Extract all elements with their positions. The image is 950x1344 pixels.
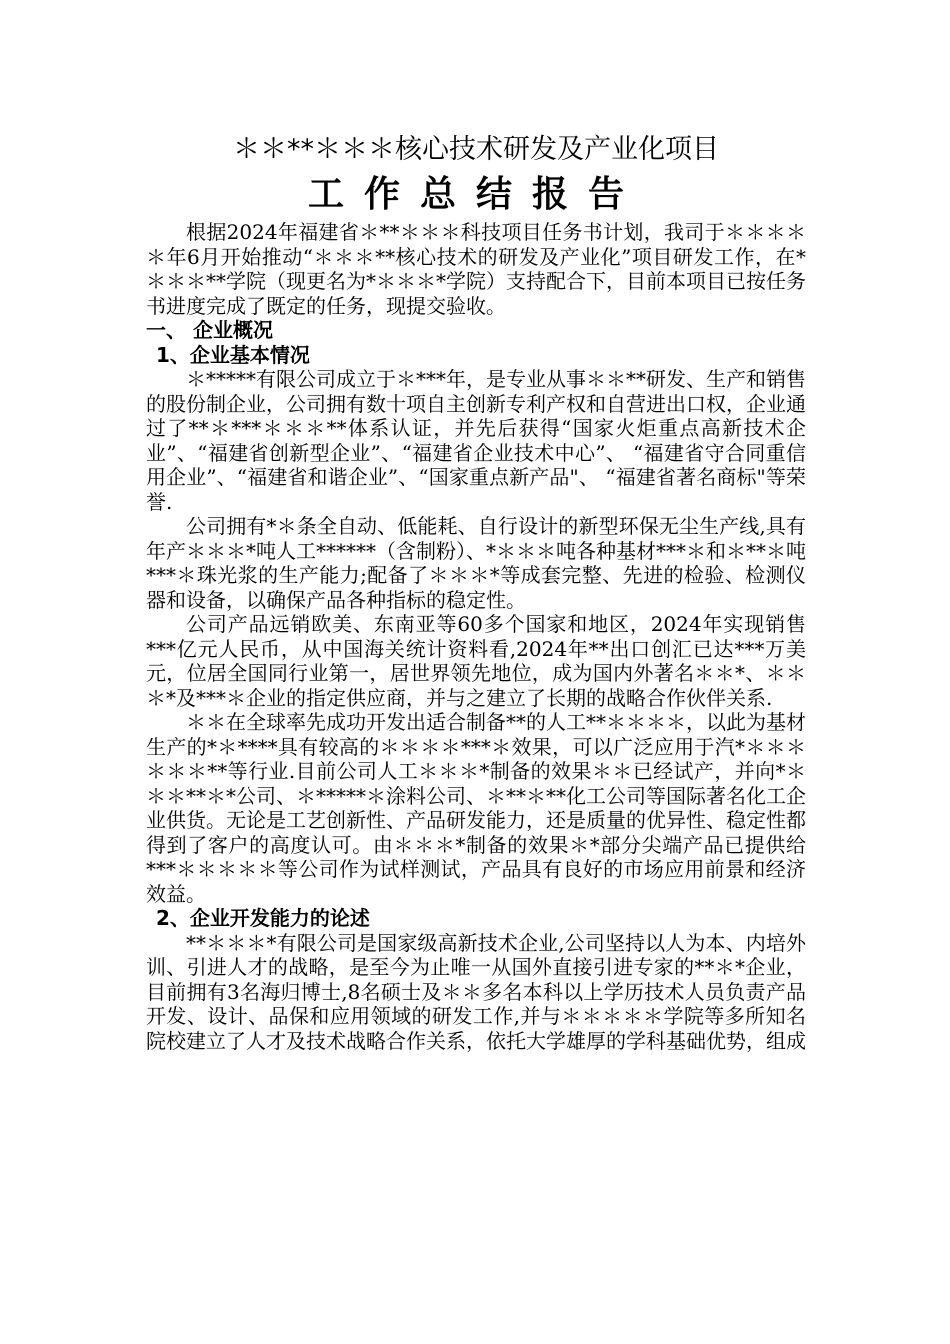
- body-paragraph: 公司产品远销欧美、东南亚等60多个国家和地区，2024年实现销售***亿元人民币，从中国海关统计资料看,2024年**出口创汇已达***万美元，位居全国同行业第一，居世界领先地位，成为国内外著名＊＊*、＊＊＊*及***＊企业的指定供应商，并与之建立了长期的战略合作伙伴关系.: [146, 612, 806, 710]
- document-subtitle: 工作总结报告: [307, 174, 644, 215]
- intro-paragraph: 根据2024年福建省＊**＊＊＊科技项目任务书计划，我司于＊＊＊＊＊年6月开始推动“＊＊＊**核心技术的研发及产业化”项目研发工作，在*＊＊＊**学院（现更名为*＊＊＊*学院）支持配合下，目前本项目已按任务书进度完成了既定的任务，现提交验收。: [146, 220, 806, 318]
- body-paragraph: **＊＊＊*有限公司是国家级高新技术企业,公司坚持以人为本、内培外训、引进人才的战略，是至今为止唯一从国外直接引进专家的**＊*企业，目前拥有3名海归博士,8名硕士及＊＊多名本科以上学历技术人员负责产品开发、设计、品保和应用领域的研发工作,并与＊＊＊＊＊学院等多所知名院校建立了人才及技术战略合作关系，依托大学雄厚的学科基础优势，组成: [146, 930, 806, 1053]
- document-page: [146, 130, 806, 1053]
- document-title: ＊＊**＊＊＊核心技术研发及产业化项目: [233, 134, 719, 165]
- body-paragraph: ＊*****有限公司成立于＊***年，是专业从事＊＊**研发、生产和销售的股份制企业，公司拥有数十项自主创新专利产权和自营进出口权，企业通过了**＊***＊＊＊**体系认证，并先后获得“国家火炬重点高新技术企业”、“福建省创新型企业”、“福建省企业技术中心”、 “福建省守合同重信用企业”、“福建省和谐企业”、“国家重点新产品"、 “福建省著名商标"等荣誉.: [146, 367, 806, 514]
- subsection-heading-development-capability: 2、企业开发能力的论述: [156, 906, 370, 930]
- body-paragraph: 公司拥有*＊条全自动、低能耗、自行设计的新型环保无尘生产线,具有年产＊＊＊*吨人工******（含制粉）、*＊＊＊吨各种基材***＊和＊**＊吨***＊珠光浆的生产能力;配备了＊＊＊*等成套完整、先进的检验、检测仪器和设备，以确保产品各种指标的稳定性。: [146, 514, 806, 612]
- subsection-heading-basic-info: 1、企业基本情况: [156, 342, 310, 367]
- section-heading-company-overview: 一、 企业概况: [146, 318, 273, 342]
- body-paragraph: ＊＊在全球率先成功开发出适合制备**的人工**＊＊＊＊，以此为基材生产的*＊****具有较高的＊＊＊＊***＊效果，可以广泛应用于汽*＊＊＊＊＊＊**等行业.目前公司人工＊＊＊*制备的效果＊＊已经试产，并向*＊＊＊**＊*公司、＊*****＊涂料公司、＊**＊**化工公司等国际著名化工企业供货。无论是工艺创新性、产品研发能力，还是质量的优异性、稳定性都得到了客户的高度认可。由＊＊＊*制备的效果＊*部分尖端产品已提供给***＊＊＊＊＊等公司作为试样测试，产品具有良好的市场应用前景和经济效益。: [146, 710, 806, 906]
